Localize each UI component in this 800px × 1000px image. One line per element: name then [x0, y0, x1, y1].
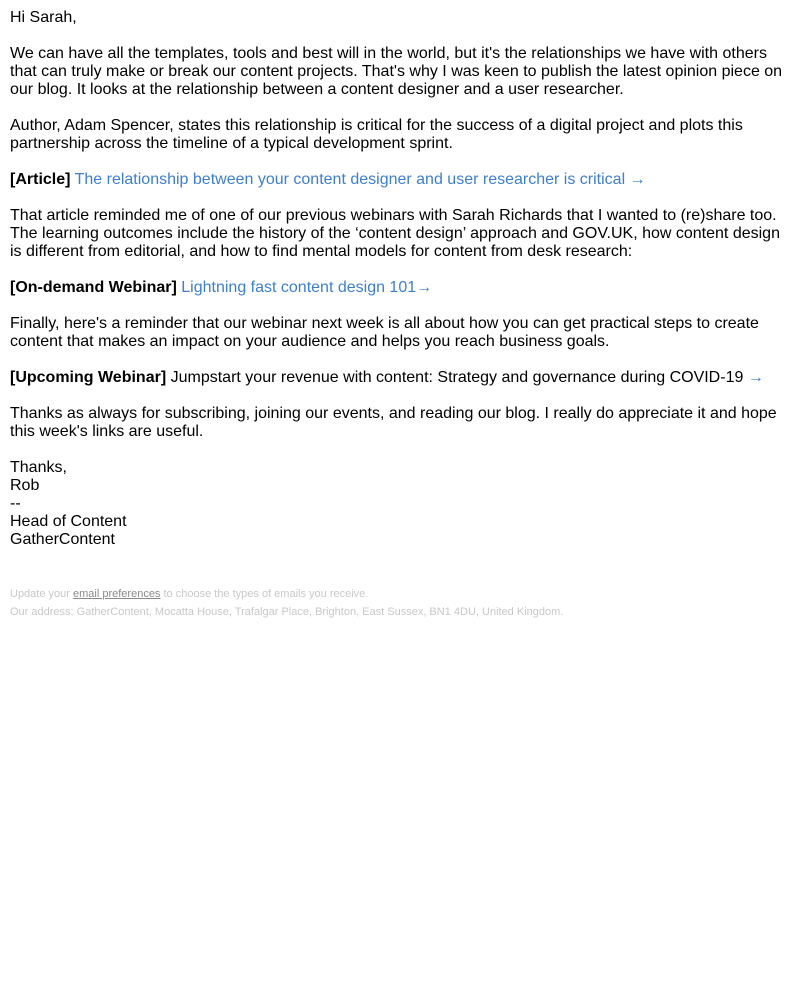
preferences-line [10, 585, 790, 603]
email-preferences-link[interactable]: email preferences [73, 588, 161, 600]
signature-separator: -- [10, 495, 21, 512]
email-footer [10, 585, 790, 621]
signature-title: Head of Content [10, 513, 127, 530]
upcoming-line [10, 369, 790, 387]
on-demand-tag: [On-demand Webinar] [10, 279, 177, 296]
article-link[interactable]: The relationship between your content designer and user researcher is critical → [74, 171, 646, 188]
postal-address: Our address: GatherContent, Mocatta House, Trafalgar Place, Brighton, East Sussex, BN1 4DU, United Kingdom. [10, 606, 564, 618]
article-tag: [Article] [10, 171, 71, 188]
signature-company: GatherContent [10, 531, 115, 548]
closing-paragraph: Thanks as always for subscribing, joining our events, and reading our blog. I really do appreciate it and hope this week's links are useful. [10, 405, 777, 440]
upcoming-webinar-arrow-link[interactable]: → [747, 369, 764, 386]
webinar-paragraph: That article reminded me of one of our previous webinars with Sarah Richards that I wanted to (re)share too. The learning outcomes include the history of the ‘content design’ approach and GOV.UK, how content design is different from editorial, and how to find mental models for content from desk research: [10, 207, 780, 260]
upcoming-webinar-title: Jumpstart your revenue with content: Strategy and governance during COVID-19 [170, 369, 744, 386]
author-paragraph: Author, Adam Spencer, states this relationship is critical for the success of a digital project and plots this partnership across the timeline of a typical development sprint. [10, 117, 743, 152]
signature-thanks: Thanks, [10, 459, 67, 476]
on-demand-line [10, 279, 790, 297]
preferences-text-before: Update your [10, 588, 70, 600]
intro-paragraph: We can have all the templates, tools and best will in the world, but it's the relationships we have with others that can truly make or break our content projects. That's why I was keen to publish the latest opinion piece on our blog. It looks at the relationship between a content designer and a user researcher. [10, 45, 783, 98]
upcoming-tag: [Upcoming Webinar] [10, 369, 167, 386]
signature-name: Rob [10, 477, 40, 494]
preferences-text-after: to choose the types of emails you receive. [163, 588, 369, 600]
signature [10, 459, 790, 549]
greeting: Hi Sarah, [10, 9, 77, 26]
on-demand-webinar-link[interactable]: Lightning fast content design 101→ [181, 279, 433, 296]
article-line [10, 171, 790, 189]
upcoming-paragraph: Finally, here's a reminder that our webinar next week is all about how you can get practical steps to create content that makes an impact on your audience and helps you reach business goals. [10, 315, 759, 350]
